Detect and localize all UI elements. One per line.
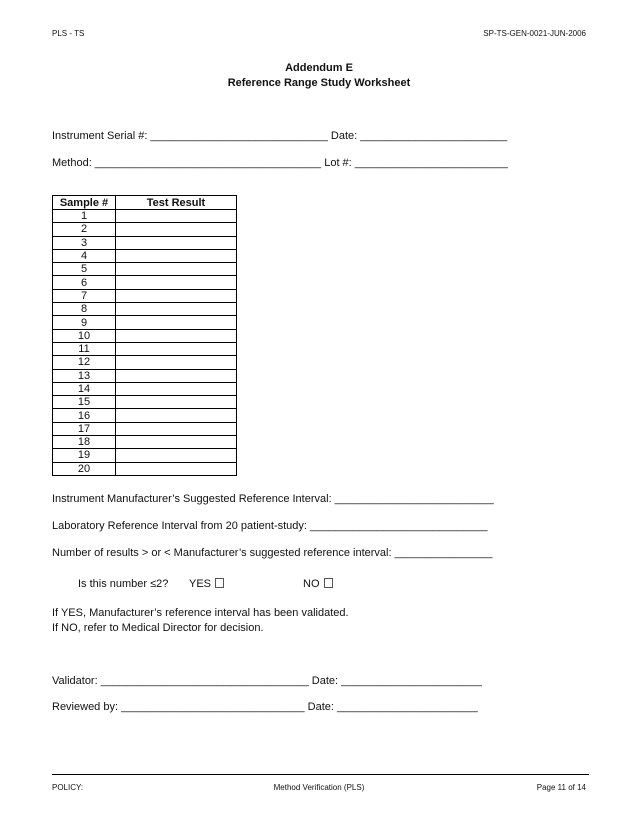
sample-number: 1 bbox=[53, 210, 116, 223]
outcome-yes-text: If YES, Manufacturer’s reference interval has been validated. bbox=[52, 607, 349, 619]
table-row bbox=[53, 289, 237, 302]
test-result-cell[interactable] bbox=[116, 356, 237, 369]
table-row bbox=[53, 329, 237, 342]
sample-number: 7 bbox=[53, 289, 116, 302]
sample-number: 10 bbox=[53, 329, 116, 342]
test-result-cell[interactable] bbox=[116, 409, 237, 422]
sample-results-table bbox=[52, 195, 237, 476]
no-label: NO bbox=[303, 578, 320, 590]
reviewed-date-field[interactable]: Reviewed by: ______________________________ Date: _______________________ bbox=[52, 701, 478, 713]
yes-label: YES bbox=[189, 578, 212, 590]
test-result-cell[interactable] bbox=[116, 263, 237, 276]
sample-number: 14 bbox=[53, 382, 116, 395]
test-result-cell[interactable] bbox=[116, 249, 237, 262]
sample-number: 6 bbox=[53, 276, 116, 289]
test-result-cell[interactable] bbox=[116, 342, 237, 355]
outcome-no-text: If NO, refer to Medical Director for decision. bbox=[52, 622, 264, 634]
addendum-title: Addendum E bbox=[285, 62, 353, 74]
test-result-header: Test Result bbox=[116, 196, 237, 210]
header-left: PLS - TS bbox=[52, 29, 85, 38]
worksheet-title: Reference Range Study Worksheet bbox=[227, 77, 411, 89]
header-right: SP-TS-GEN-0021-JUN-2006 bbox=[483, 29, 586, 38]
table-row bbox=[53, 382, 237, 395]
test-result-cell[interactable] bbox=[116, 396, 237, 409]
sample-number: 11 bbox=[53, 342, 116, 355]
sample-number: 19 bbox=[53, 449, 116, 462]
sample-number: 12 bbox=[53, 356, 116, 369]
no-option[interactable] bbox=[303, 578, 333, 590]
table-row bbox=[53, 342, 237, 355]
test-result-cell[interactable] bbox=[116, 303, 237, 316]
test-result-cell[interactable] bbox=[116, 316, 237, 329]
sample-number: 5 bbox=[53, 263, 116, 276]
no-checkbox[interactable] bbox=[324, 578, 333, 588]
test-result-cell[interactable] bbox=[116, 422, 237, 435]
sample-number: 9 bbox=[53, 316, 116, 329]
footer-center: Method Verification (PLS) bbox=[273, 783, 365, 792]
footer-divider bbox=[52, 774, 589, 775]
sample-number: 16 bbox=[53, 409, 116, 422]
test-result-cell[interactable] bbox=[116, 223, 237, 236]
table-row bbox=[53, 303, 237, 316]
test-result-cell[interactable] bbox=[116, 369, 237, 382]
sample-number: 20 bbox=[53, 462, 116, 475]
table-row bbox=[53, 436, 237, 449]
yes-checkbox[interactable] bbox=[215, 578, 224, 588]
test-result-cell[interactable] bbox=[116, 210, 237, 223]
test-result-cell[interactable] bbox=[116, 436, 237, 449]
test-result-cell[interactable] bbox=[116, 382, 237, 395]
table-row bbox=[53, 422, 237, 435]
table-row bbox=[53, 223, 237, 236]
footer-left: POLICY: bbox=[52, 783, 84, 792]
sample-number: 18 bbox=[53, 436, 116, 449]
table-row bbox=[53, 449, 237, 462]
table-row bbox=[53, 263, 237, 276]
sample-number: 3 bbox=[53, 236, 116, 249]
table-row bbox=[53, 276, 237, 289]
yes-option[interactable] bbox=[189, 578, 224, 590]
table-row bbox=[53, 249, 237, 262]
test-result-cell[interactable] bbox=[116, 289, 237, 302]
test-result-cell[interactable] bbox=[116, 276, 237, 289]
sample-number: 15 bbox=[53, 396, 116, 409]
table-row bbox=[53, 409, 237, 422]
test-result-cell[interactable] bbox=[116, 449, 237, 462]
test-result-cell[interactable] bbox=[116, 329, 237, 342]
sample-number: 17 bbox=[53, 422, 116, 435]
table-header-row bbox=[53, 196, 237, 210]
sample-number-header: Sample # bbox=[53, 196, 116, 210]
table-row bbox=[53, 462, 237, 475]
footer-page-number: Page 11 of 14 bbox=[536, 783, 586, 792]
table-row bbox=[53, 356, 237, 369]
table-row bbox=[53, 369, 237, 382]
results-count-field[interactable]: Number of results > or < Manufacturer’s suggested reference interval: ________________ bbox=[52, 547, 493, 559]
serial-date-field[interactable]: Instrument Serial #: _____________________________ Date: ________________________ bbox=[52, 130, 508, 142]
manufacturer-interval-field[interactable]: Instrument Manufacturer’s Suggested Reference Interval: __________________________ bbox=[52, 493, 494, 505]
table-row bbox=[53, 396, 237, 409]
laboratory-interval-field[interactable]: Laboratory Reference Interval from 20 patient-study: _____________________________ bbox=[52, 520, 488, 532]
sample-number: 2 bbox=[53, 223, 116, 236]
test-result-cell[interactable] bbox=[116, 462, 237, 475]
number-question: Is this number ≤2? bbox=[78, 578, 169, 590]
sample-number: 4 bbox=[53, 249, 116, 262]
validator-date-field[interactable]: Validator: __________________________________ Date: _______________________ bbox=[52, 675, 482, 687]
test-result-cell[interactable] bbox=[116, 236, 237, 249]
table-row bbox=[53, 316, 237, 329]
method-lot-field[interactable]: Method: _____________________________________ Lot #: _________________________ bbox=[52, 157, 508, 169]
table-row bbox=[53, 236, 237, 249]
sample-number: 8 bbox=[53, 303, 116, 316]
sample-number: 13 bbox=[53, 369, 116, 382]
table-row bbox=[53, 210, 237, 223]
